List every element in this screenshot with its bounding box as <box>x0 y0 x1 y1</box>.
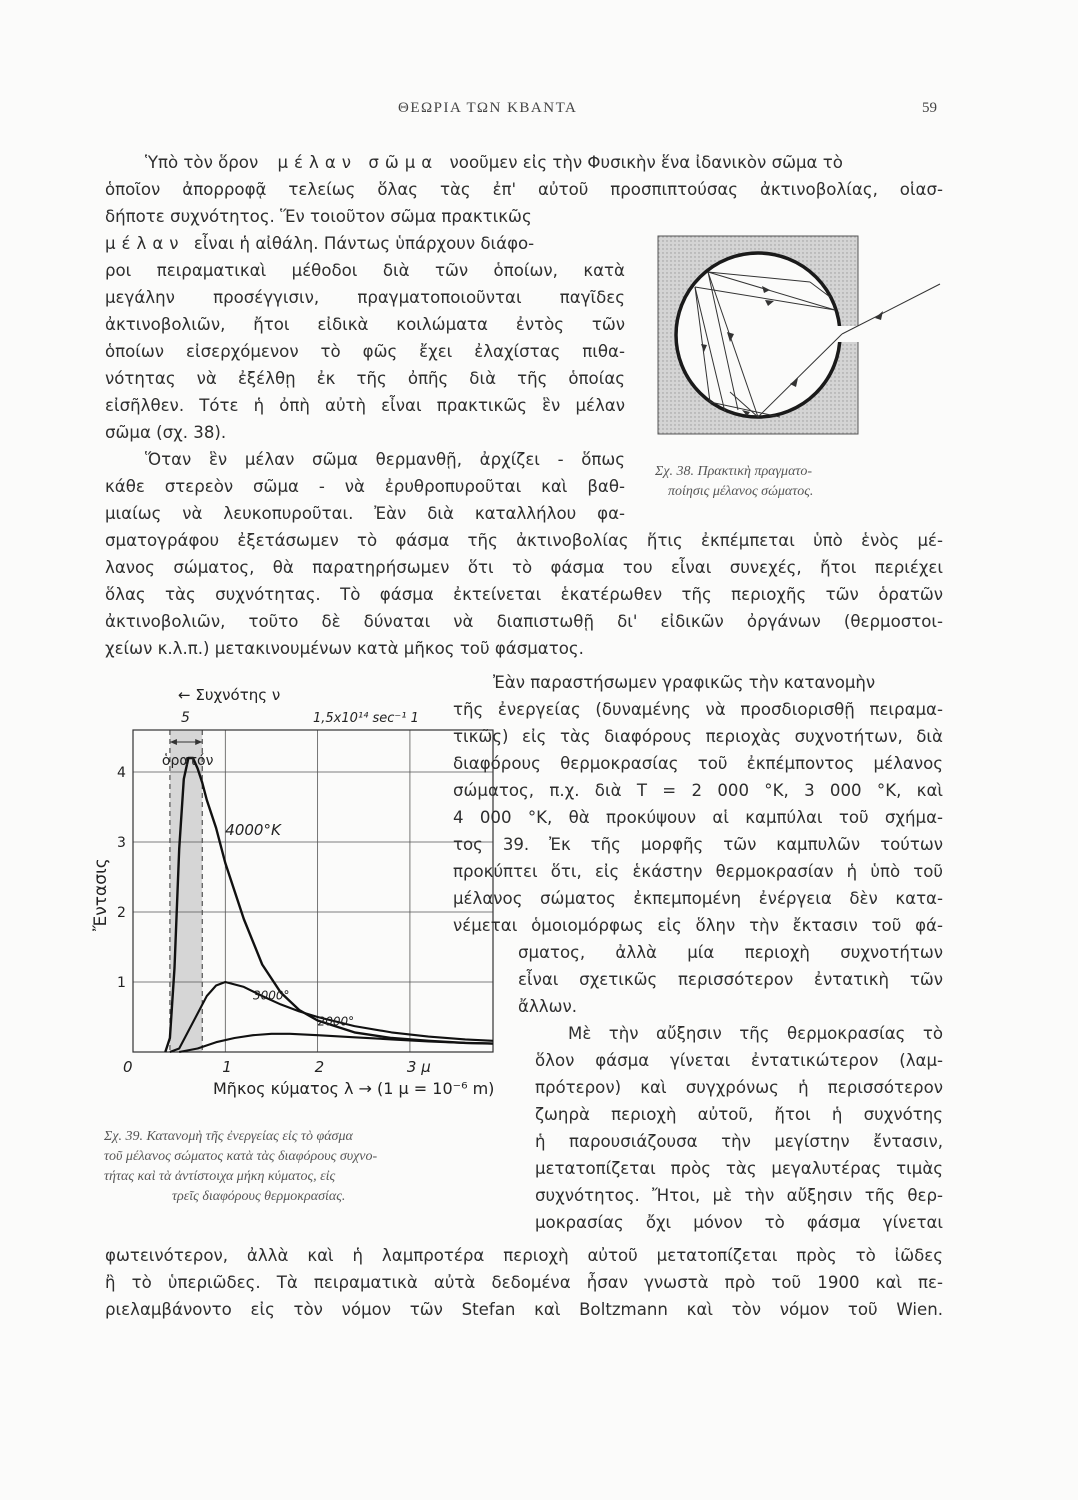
text-line: εἰσῆλθεν. Τότε ἡ ὀπὴ αὐτὴ εἶναι πρακτικῶς ἓν μέλαν <box>105 396 625 415</box>
y-tick-label: 2 <box>117 905 126 921</box>
figure-39-caption: τοῦ μέλανος σώματος κατὰ τὰς διαφόρους συχνο- <box>104 1149 378 1164</box>
text-line: δήποτε συχνότητος. Ἕν τοιοῦτον σῶμα πρακτικῶς <box>105 207 532 226</box>
frequency-axis-label: ← Συχνότης ν <box>178 686 281 704</box>
cavity-interior <box>676 253 840 417</box>
text-line: ἄλλων. <box>518 997 578 1016</box>
series-line-2000 <box>179 1034 493 1052</box>
figure-39-caption: τήτας καὶ τὰ ἀντίστοιχα μήκη κύματος, εἰς <box>104 1169 336 1184</box>
x-axis-title: Μῆκος κύματος λ → (1 μ = 10⁻⁶ m) <box>213 1079 495 1098</box>
text-line: 4 000 °Κ, θὰ προκύψουν αἱ καμπύλαι τοῦ σχήμα- <box>453 808 943 827</box>
figure-38-caption: ποίησις μέλανος σώματος. <box>668 484 814 499</box>
text-line: ροι πειραματικαὶ μέθοδοι διὰ τῶν ὁποίων, κατὰ <box>105 261 625 280</box>
text-line: μεγάλην προσέγγισιν, πραγματοποιοῦνται παγῖδες <box>105 288 625 307</box>
text-line: νότητας νὰ ἐξέλθῃ ἐκ τῆς ὀπῆς διὰ τῆς ὁποίας <box>105 369 625 388</box>
text-line: τος 39. Ἐκ τῆς μορφῆς τῶν καμπυλῶν τούτων <box>453 835 943 854</box>
text-line: ὁποίων εἰσερχόμενον τὸ φῶς ἔχει ἐλαχίστας πιθα- <box>105 342 625 361</box>
text-line: Ἐὰν παραστήσωμεν γραφικῶς τὴν κατανομὴν <box>493 673 876 692</box>
x-tick-label: 0 <box>123 1058 133 1076</box>
figure-39-caption: τρεῖς διαφόρους θερμοκρασίας. <box>172 1189 346 1204</box>
text-line: μέλαν εἶναι ἡ αἰθάλη. Πάντως ὑπάρχουν διάφο- <box>105 234 535 253</box>
x-tick-label: 2 <box>314 1058 325 1076</box>
text-line: ἀκτινοβολιῶν, τοῦτο δὲ δύναται νὰ διαπιστωθῇ δι' εἰδικῶν ὀργάνων (θερμοστοι- <box>105 612 943 631</box>
text-line: μοκρασίας ὄχι μόνον τὸ φάσμα γίνεται <box>535 1213 943 1232</box>
text-line: λανος σώματος, θὰ παρατηρήσωμεν ὅτι τὸ φάσμα του εἶναι συνεχές, ἤτοι περιέχει <box>105 558 943 577</box>
text-line: κάθε στερεὸν σῶμα - νὰ ἐρυθροπυροῦται καὶ βαθ- <box>105 477 625 496</box>
x-tick-label: 3 μ <box>406 1058 431 1076</box>
figure-39-caption: Σχ. 39. Κατανομὴ τῆς ἐνεργείας εἰς τὸ φάσμα <box>104 1129 353 1144</box>
y-tick-label: 1 <box>117 975 126 991</box>
text-line: Ὅταν ἓν μέλαν σῶμα θερμανθῇ, ἀρχίζει - ὅπως <box>145 450 625 469</box>
text-line: σματος, ἀλλὰ μία περιοχὴ συχνοτήτων <box>518 943 943 962</box>
y-tick-label: 4 <box>117 765 126 781</box>
text-line: σματογράφου ἐξετάσωμεν τὸ φάσμα τῆς ἀκτινοβολίας ἥτις ἐκπέμπεται ὑπὸ ἑνὸς μέ- <box>105 531 943 550</box>
text-line: ριελαμβάνοντο εἰς τὸν νόμον τῶν Stefan καὶ Boltzmann καὶ τὸν νόμον τοῦ Wien. <box>105 1300 943 1319</box>
text-line: ὅλον φάσμα γίνεται ἐντατικώτερον (λαμ- <box>535 1051 943 1070</box>
series-line-4000k <box>165 758 493 1052</box>
text-line: μέλανος σώματος ἐκπεμπομένη ἐνέργεια δὲν κατα- <box>453 889 943 908</box>
running-header: ΘΕΩΡΙΑ ΤΩΝ ΚΒΑΝΤΑ <box>398 100 578 116</box>
text-line: φωτεινότερον, ἀλλὰ καὶ ἡ λαμπροτέρα περιοχὴ αὐτοῦ μετατοπίζεται πρὸς τὸ ἰῶδες <box>105 1246 943 1265</box>
figure-38-cavity-diagram <box>650 232 945 444</box>
text-line: εἶναι σχετικῶς περισσότερον ἐντατικὴ τῶν <box>518 970 943 989</box>
text-line: Ὑπὸ τὸν ὅρον μέλαν σῶμα νοοῦμεν εἰς τὴν Φυσικὴν ἕνα ἰδανικὸν σῶμα τὸ <box>145 153 843 172</box>
text-line: ἀκτινοβολιῶν, ἤτοι εἰδικὰ κοιλώματα ἐντὸς τῶν <box>105 315 625 334</box>
text-line: τικῶς) εἰς τὰς διαφόρους περιοχὰς συχνοτήτων, διὰ <box>453 727 943 746</box>
text-line: πρότερον) καὶ συγχρόνως ἡ περισσότερον <box>535 1078 943 1097</box>
visible-band-fill <box>170 730 202 1052</box>
text-line: σῶμα (σχ. 38). <box>105 423 227 442</box>
figure-38-caption: Σχ. 38. Πρακτικὴ πραγματο- <box>655 464 813 479</box>
text-line: ἢ τὸ ὑπεριῶδες. Τὰ πειραματικὰ αὐτὰ δεδομένα ἦσαν γνωστὰ πρὸ τοῦ 1900 καὶ πε- <box>105 1273 943 1292</box>
text-line: μιαίως νὰ λευκοπυροῦται. Ἐὰν διὰ καταλλήλου φα- <box>105 504 625 523</box>
visible-band-label: ὁρατόν <box>161 753 214 769</box>
series-label-4000k: 4000°K <box>225 821 281 839</box>
text-line: ἡ παρουσιάζουσα τὴν μεγίστην ἔντασιν, <box>535 1132 943 1151</box>
text-line: ζωηρὰ περιοχὴ αὐτοῦ, ἤτοι ἡ συχνότης <box>535 1105 943 1124</box>
text-line: ὁποῖον ἀπορροφᾷ τελείως ὅλας τὰς ἐπ' αὐτοῦ προσπιπτούσας ἀκτινοβολίας, οἱασ- <box>105 180 943 199</box>
text-line: προκύπτει ὅτι, εἰς ἑκάστην θερμοκρασίαν ἡ ὑπὸ τοῦ <box>453 862 943 881</box>
figure-39-chart <box>78 680 518 1108</box>
x-tick-label: 1 <box>222 1058 232 1076</box>
frequency-tick-label: 1,5x10¹⁴ sec⁻¹ 1 <box>313 711 419 726</box>
text-line: Μὲ τὴν αὔξησιν τῆς θερμοκρασίας τὸ <box>568 1024 943 1043</box>
text-line: ὅλας τὰς συχνότητας. Τὸ φάσμα ἐκτείνεται ἑκατέρωθεν τῆς περιοχῆς τῶν ὁρατῶν <box>105 585 943 604</box>
text-line: συχνότητος. Ἤτοι, μὲ τὴν αὔξησιν τῆς θερ- <box>535 1186 943 1205</box>
text-line: διαφόρους θερμοκρασίας τοῦ ἐκπέμποντος μέλανος <box>453 754 943 773</box>
series-label-3000: 3000° <box>253 988 290 1003</box>
y-axis-title: Ἔντασις <box>91 858 111 931</box>
text-line: χείων κ.λ.π.) μετακινουμένων κατὰ μῆκος τοῦ φάσματος. <box>105 639 584 658</box>
page-number: 59 <box>922 100 937 116</box>
visible-band <box>170 730 202 1052</box>
text-line: νέμεται ὁμοιομόρφως εἰς ὅλην τὴν ἔκτασιν τοῦ φά- <box>453 916 943 935</box>
text-line: μετατοπίζεται πρὸς τὰς μεγαλυτέρας τιμὰς <box>535 1159 943 1178</box>
y-tick-label: 3 <box>117 835 126 851</box>
text-line: σώματος, π.χ. διὰ Τ = 2 000 °Κ, 3 000 °Κ, καὶ <box>453 781 943 800</box>
text-line: τῆς ἐνεργείας (δυναμένης νὰ προσδιορισθῇ πειραμα- <box>453 700 943 719</box>
frequency-tick-label: 5 <box>181 710 190 726</box>
series-label-2000: 2000° <box>317 1014 355 1029</box>
